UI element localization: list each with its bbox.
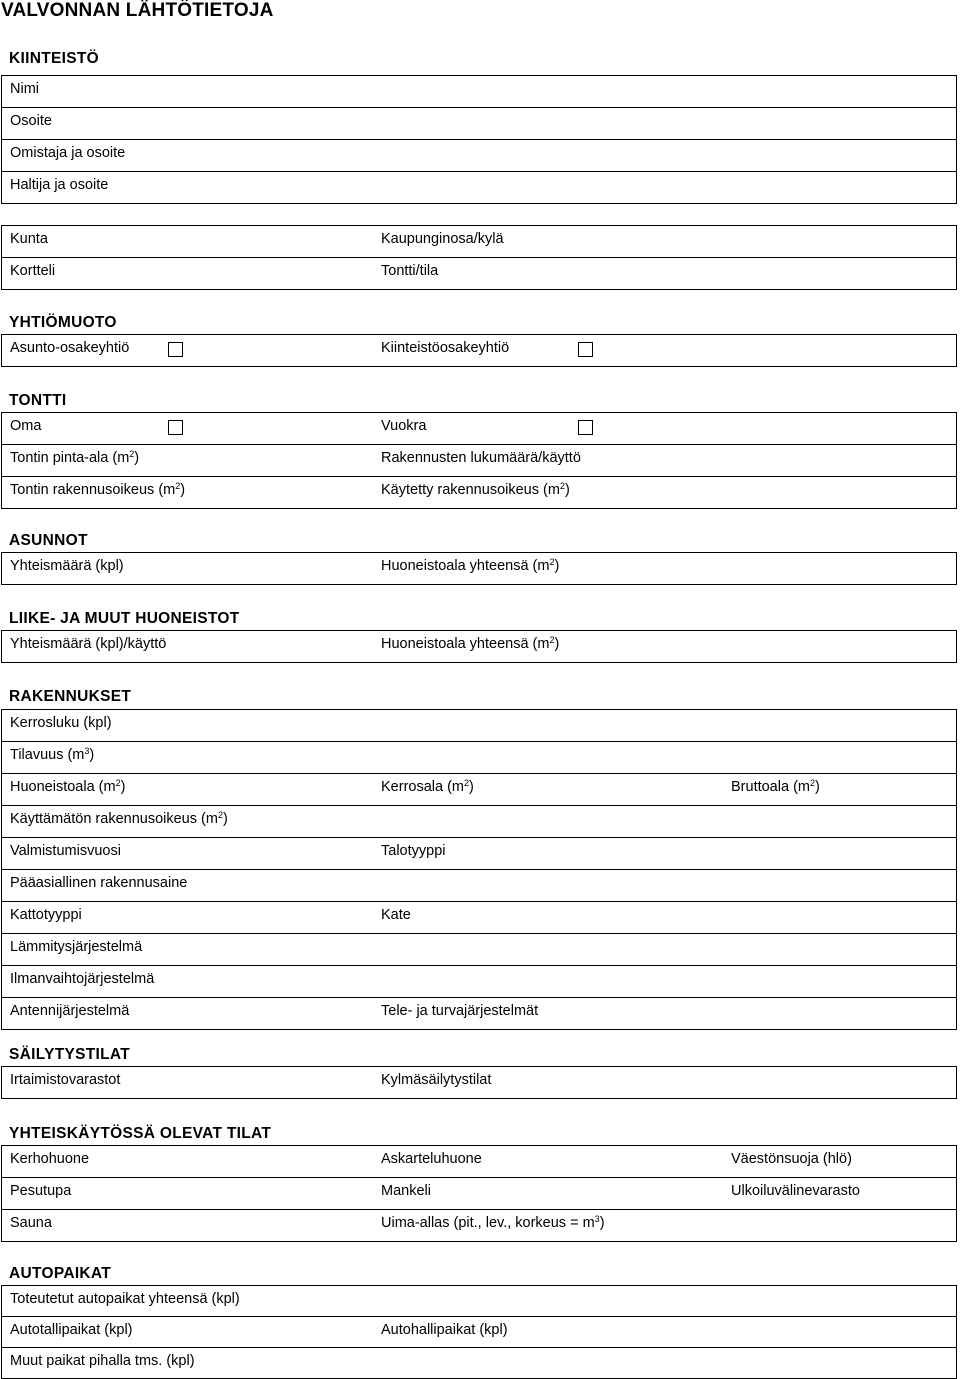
kerrosala-label: Kerrosala $(m^2)$ — [381, 778, 474, 795]
tele-turvajarjestelmat-label: Tele- ja turvajärjestelmät — [381, 1003, 539, 1019]
tontti-tila-label: Tontti/tila — [381, 263, 439, 279]
sijainti-box — [1, 225, 957, 290]
rakennusoikeus-label: Tontin rakennusoikeus $(m^2)$ — [10, 481, 186, 498]
bruttoala-label: Bruttoala $(m^2)$ — [731, 778, 820, 795]
liike-huoneistoala-label: Huoneistoala yhteensä $(m^2)$ — [381, 635, 560, 652]
field-row-alat[interactable] — [2, 773, 956, 805]
page-title: VALVONNAN LÄHTÖTIETOJA — [1, 0, 274, 21]
pinta-ala-label: Tontin pinta-ala $(m^2)$ — [10, 449, 140, 466]
field-row-ilmanvaihto[interactable] — [2, 965, 956, 997]
field-row-asunnot[interactable] — [2, 553, 956, 584]
field-row-autotalli[interactable] — [2, 1316, 956, 1347]
yhteistilat-box — [1, 1145, 957, 1242]
ilmanvaihtojarjestelma-label: Ilmanvaihtojärjestelmä — [10, 971, 155, 987]
kunta-label: Kunta — [10, 231, 48, 247]
asunto-osakeyhtio-checkbox[interactable] — [168, 342, 183, 357]
kerrosluku-label: Kerrosluku (kpl) — [10, 715, 112, 731]
field-row-rakennusaine[interactable] — [2, 869, 956, 901]
kiinteistoosakeyhtio-label: Kiinteistöosakeyhtiö — [381, 340, 510, 356]
kaytetty-rakennusoikeus-label: Käytetty rakennusoikeus $(m^2)$ — [381, 481, 570, 498]
mankeli-label: Mankeli — [381, 1183, 431, 1199]
field-row-muut-paikat[interactable] — [2, 1347, 956, 1377]
uima-allas-label: Uima-allas (pit., lev., korkeus = $m^3$) — [381, 1214, 605, 1231]
muut-paikat-label: Muut paikat pihalla tms. (kpl) — [10, 1353, 195, 1369]
field-row-yhtiomuoto — [2, 335, 956, 366]
autopaikat-box — [1, 1285, 957, 1379]
tontti-box — [1, 412, 957, 509]
tilavuus-label: Tilavuus $(m^3)$ — [10, 746, 95, 763]
kaupunginosa-label: Kaupunginosa/kylä — [381, 231, 504, 247]
oma-label: Oma — [10, 418, 42, 434]
toteutetut-autopaikat-label: Toteutetut autopaikat yhteensä (kpl) — [10, 1291, 240, 1307]
kortteli-label: Kortteli — [10, 263, 56, 279]
field-row-lammitys[interactable] — [2, 933, 956, 965]
rakennusten-lukumaara-label: Rakennusten lukumäärä/käyttö — [381, 450, 581, 466]
field-row-liike[interactable] — [2, 631, 956, 662]
section-title-rakennukset: RAKENNUKSET — [9, 688, 132, 705]
field-row-kunta[interactable] — [2, 226, 956, 257]
section-title-autopaikat: AUTOPAIKAT — [9, 1265, 112, 1282]
field-row-kayttamaton[interactable] — [2, 805, 956, 837]
asunnot-yhteismaara-label: Yhteismäärä (kpl) — [10, 558, 124, 574]
rakennusaine-label: Pääasiallinen rakennusaine — [10, 875, 188, 891]
kate-label: Kate — [381, 907, 411, 923]
asunto-osakeyhtio-label: Asunto-osakeyhtiö — [10, 340, 130, 356]
field-row-kerrosluku[interactable] — [2, 710, 956, 741]
field-row-kerhohuone[interactable] — [2, 1146, 956, 1177]
field-row-pesutupa[interactable] — [2, 1177, 956, 1209]
irtaimistovarastot-label: Irtaimistovarastot — [10, 1072, 121, 1088]
section-title-sailytystilat: SÄILYTYSTILAT — [9, 1046, 131, 1063]
vuokra-label: Vuokra — [381, 418, 427, 434]
oma-checkbox[interactable] — [168, 420, 183, 435]
field-row-kattotyyppi[interactable] — [2, 901, 956, 933]
asunnot-huoneistoala-label: Huoneistoala yhteensä $(m^2)$ — [381, 557, 560, 574]
kiinteisto-box — [1, 75, 957, 204]
field-row-tilavuus[interactable] — [2, 741, 956, 773]
field-row-omistus — [2, 413, 956, 444]
askarteluhuone-label: Askarteluhuone — [381, 1151, 482, 1167]
kattotyyppi-label: Kattotyyppi — [10, 907, 82, 923]
section-title-tontti: TONTTI — [9, 392, 67, 409]
kerhohuone-label: Kerhohuone — [10, 1151, 90, 1167]
omistaja-label: Omistaja ja osoite — [10, 145, 126, 161]
kylmasailytystilat-label: Kylmäsäilytystilat — [381, 1072, 492, 1088]
asunnot-box — [1, 552, 957, 585]
autohallipaikat-label: Autohallipaikat (kpl) — [381, 1322, 508, 1338]
nimi-label: Nimi — [10, 81, 39, 97]
section-title-yhtiomuoto: YHTIÖMUOTO — [9, 314, 117, 331]
field-row-sauna[interactable] — [2, 1209, 956, 1241]
sailytystilat-box — [1, 1066, 957, 1099]
valmistumisvuosi-label: Valmistumisvuosi — [10, 843, 121, 859]
lammitysjarjestelma-label: Lämmitysjärjestelmä — [10, 939, 143, 955]
field-row-antenni[interactable] — [2, 997, 956, 1029]
vaestonsuoja-label: Väestönsuoja (hlö) — [731, 1151, 852, 1167]
kiinteistoosakeyhtio-checkbox[interactable] — [578, 342, 593, 357]
field-row-nimi[interactable] — [2, 76, 956, 107]
huoneistoala-label: Huoneistoala $(m^2)$ — [10, 778, 126, 795]
vuokra-checkbox[interactable] — [578, 420, 593, 435]
section-title-kiinteisto: KIINTEISTÖ — [9, 50, 99, 67]
field-row-kortteli[interactable] — [2, 257, 956, 289]
rakennukset-box — [1, 709, 957, 1030]
pesutupa-label: Pesutupa — [10, 1183, 72, 1199]
autotallipaikat-label: Autotallipaikat (kpl) — [10, 1322, 133, 1338]
antennijarjestelma-label: Antennijärjestelmä — [10, 1003, 130, 1019]
field-row-omistaja[interactable] — [2, 139, 956, 171]
liike-box — [1, 630, 957, 663]
talotyyppi-label: Talotyyppi — [381, 843, 446, 859]
field-row-toteutetut[interactable] — [2, 1286, 956, 1316]
section-title-liike: LIIKE- JA MUUT HUONEISTOT — [9, 610, 240, 627]
liike-yhteismaara-label: Yhteismäärä (kpl)/käyttö — [10, 636, 167, 652]
haltija-label: Haltija ja osoite — [10, 177, 109, 193]
section-title-asunnot: ASUNNOT — [9, 532, 88, 549]
ulkoiluvalinevarasto-label: Ulkoiluvälinevarasto — [731, 1183, 860, 1199]
field-row-pinta-ala[interactable] — [2, 444, 956, 476]
yhtiomuoto-box — [1, 334, 957, 367]
osoite-label: Osoite — [10, 113, 52, 129]
section-title-yhteistilat: YHTEISKÄYTÖSSÄ OLEVAT TILAT — [9, 1125, 272, 1142]
field-row-rakennusoikeus[interactable] — [2, 476, 956, 508]
sauna-label: Sauna — [10, 1215, 52, 1231]
kayttamaton-rakennusoikeus-label: Käyttämätön rakennusoikeus $(m^2)$ — [10, 810, 228, 827]
field-row-valmistumisvuosi[interactable] — [2, 837, 956, 869]
field-row-sailytys[interactable] — [2, 1067, 956, 1098]
field-row-osoite[interactable] — [2, 107, 956, 139]
field-row-haltija[interactable] — [2, 171, 956, 203]
